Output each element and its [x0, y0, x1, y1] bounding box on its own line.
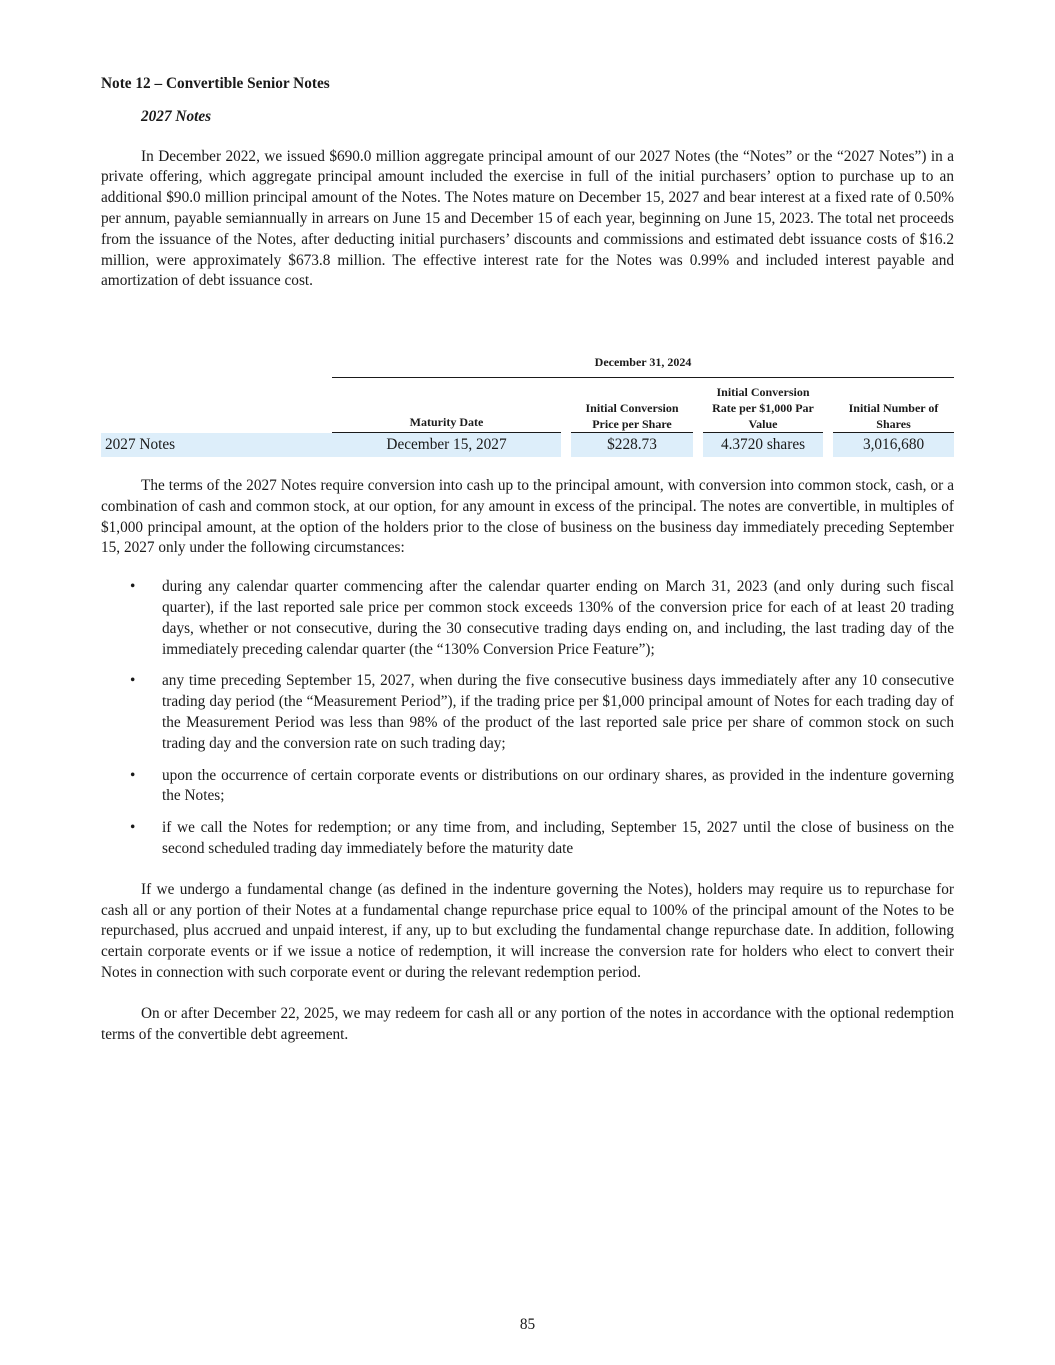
list-item: • during any calendar quarter commencing after the calendar quarter ending on March 31, 2023 (and only during such fiscal quarter), if the last reported sale price per common stock exceeds 130% of the conversion price for each of at least 20 trading days, whether or not consecutive, during the 30 consecutive trading days ending on, and including, the last trading day of the immediately preceding calendar quarter (the “130% Conversion Price Feature”);	[130, 578, 954, 658]
list-item: • upon the occurrence of certain corporate events or distributions on our ordinary shares, as provided in the indenture governing the Notes;	[130, 766, 954, 805]
note-title: Note 12 – Convertible Senior Notes	[101, 75, 330, 92]
column-header-conversion-rate: Initial Conversion Rate per $1,000 Par Value	[703, 378, 823, 434]
bullet-icon: •	[130, 819, 136, 837]
table-row	[101, 433, 954, 457]
paragraph-redemption: On or after December 22, 2025, we may redeem for cash all or any portion of the notes in accordance with the optional redemption terms of the convertible debt agreement.	[101, 1004, 954, 1043]
cell-number-of-shares: 3,016,680	[833, 433, 954, 457]
bullet-icon: •	[130, 672, 136, 690]
conversion-terms-table	[101, 355, 954, 457]
column-header-conversion-price: Initial Conversion Price per Share	[571, 378, 693, 434]
list-item: • if we call the Notes for redemption; or any time from, and including, September 15, 2027 until the close of business on the second scheduled trading day immediately before the maturity date	[130, 819, 954, 857]
column-header-maturity: Maturity Date	[332, 378, 561, 434]
document-page	[101, 72, 954, 1043]
cell-conversion-price: $228.73	[571, 433, 693, 457]
table-period-header: December 31, 2024	[332, 355, 954, 378]
row-label: 2027 Notes	[101, 433, 332, 457]
column-header-number-of-shares: Initial Number of Shares	[833, 378, 954, 434]
cell-conversion-rate: 4.3720 shares	[703, 433, 823, 457]
post-table-content	[101, 476, 954, 1045]
conversion-circumstances-list	[101, 577, 954, 860]
paragraph-conversion-terms: The terms of the 2027 Notes require conversion into cash up to the principal amount, with conversion into common stock, cash, or a combination of cash and common stock, at our option, for any amount in excess of the principal. The notes are convertible, in multiples of $1,000 principal amount, at the option of the holders prior to the close of business on the business day immediately preceding September 15, 2027 only under the following circumstances:	[101, 477, 954, 557]
cell-maturity-date: December 15, 2027	[332, 433, 561, 457]
bullet-icon: •	[130, 578, 136, 596]
paragraph-fundamental-change: If we undergo a fundamental change (as defined in the indenture governing the Notes), holders may require us to repurchase for cash all or any portion of their Notes at a fundamental change repurchase price equal to 100% of the principal amount of the Notes to be repurchased, plus accrued and unpaid interest, if any, up to but excluding the fundamental change repurchase date. In addition, following certain corporate events or if we issue a notice of redemption, it will increase the conversion rate for holders who elect to convert their Notes in connection with such corporate event or during the relevant redemption period.	[101, 880, 954, 981]
list-item: • any time preceding September 15, 2027, when during the five consecutive business days immediately after any 10 consecutive trading day period (the “Measurement Period”), if the trading price per $1,000 principal amount of Notes for each trading day of the Measurement Period was less than 98% of the product of the last reported sale price per share of common stock on such trading day and the conversion rate on such trading day;	[130, 672, 954, 752]
paragraph-issuance: In December 2022, we issued $690.0 million aggregate principal amount of our 2027 Notes (the “Notes” or the “2027 Notes”) in a private offering, which aggregate principal amount included the exercise in full of the initial purchasers’ option to purchase up to an additional $90.0 million principal amount of the Notes. The Notes mature on December 15, 2027 and bear interest at a fixed rate of 0.50% per annum, payable semiannually in arrears on June 15 and December 15 of each year, beginning on June 15, 2023. The total net proceeds from the issuance of the Notes, after deducting initial purchasers’ discounts and commissions and estimated debt issuance costs of $16.2 million, were approximately $673.8 million. The effective interest rate for the Notes was 0.99% and included interest payable and amortization of debt issuance cost.	[101, 147, 954, 290]
page-number: 85	[519, 1316, 536, 1333]
section-subtitle: 2027 Notes	[141, 107, 212, 125]
bullet-icon: •	[130, 766, 136, 784]
